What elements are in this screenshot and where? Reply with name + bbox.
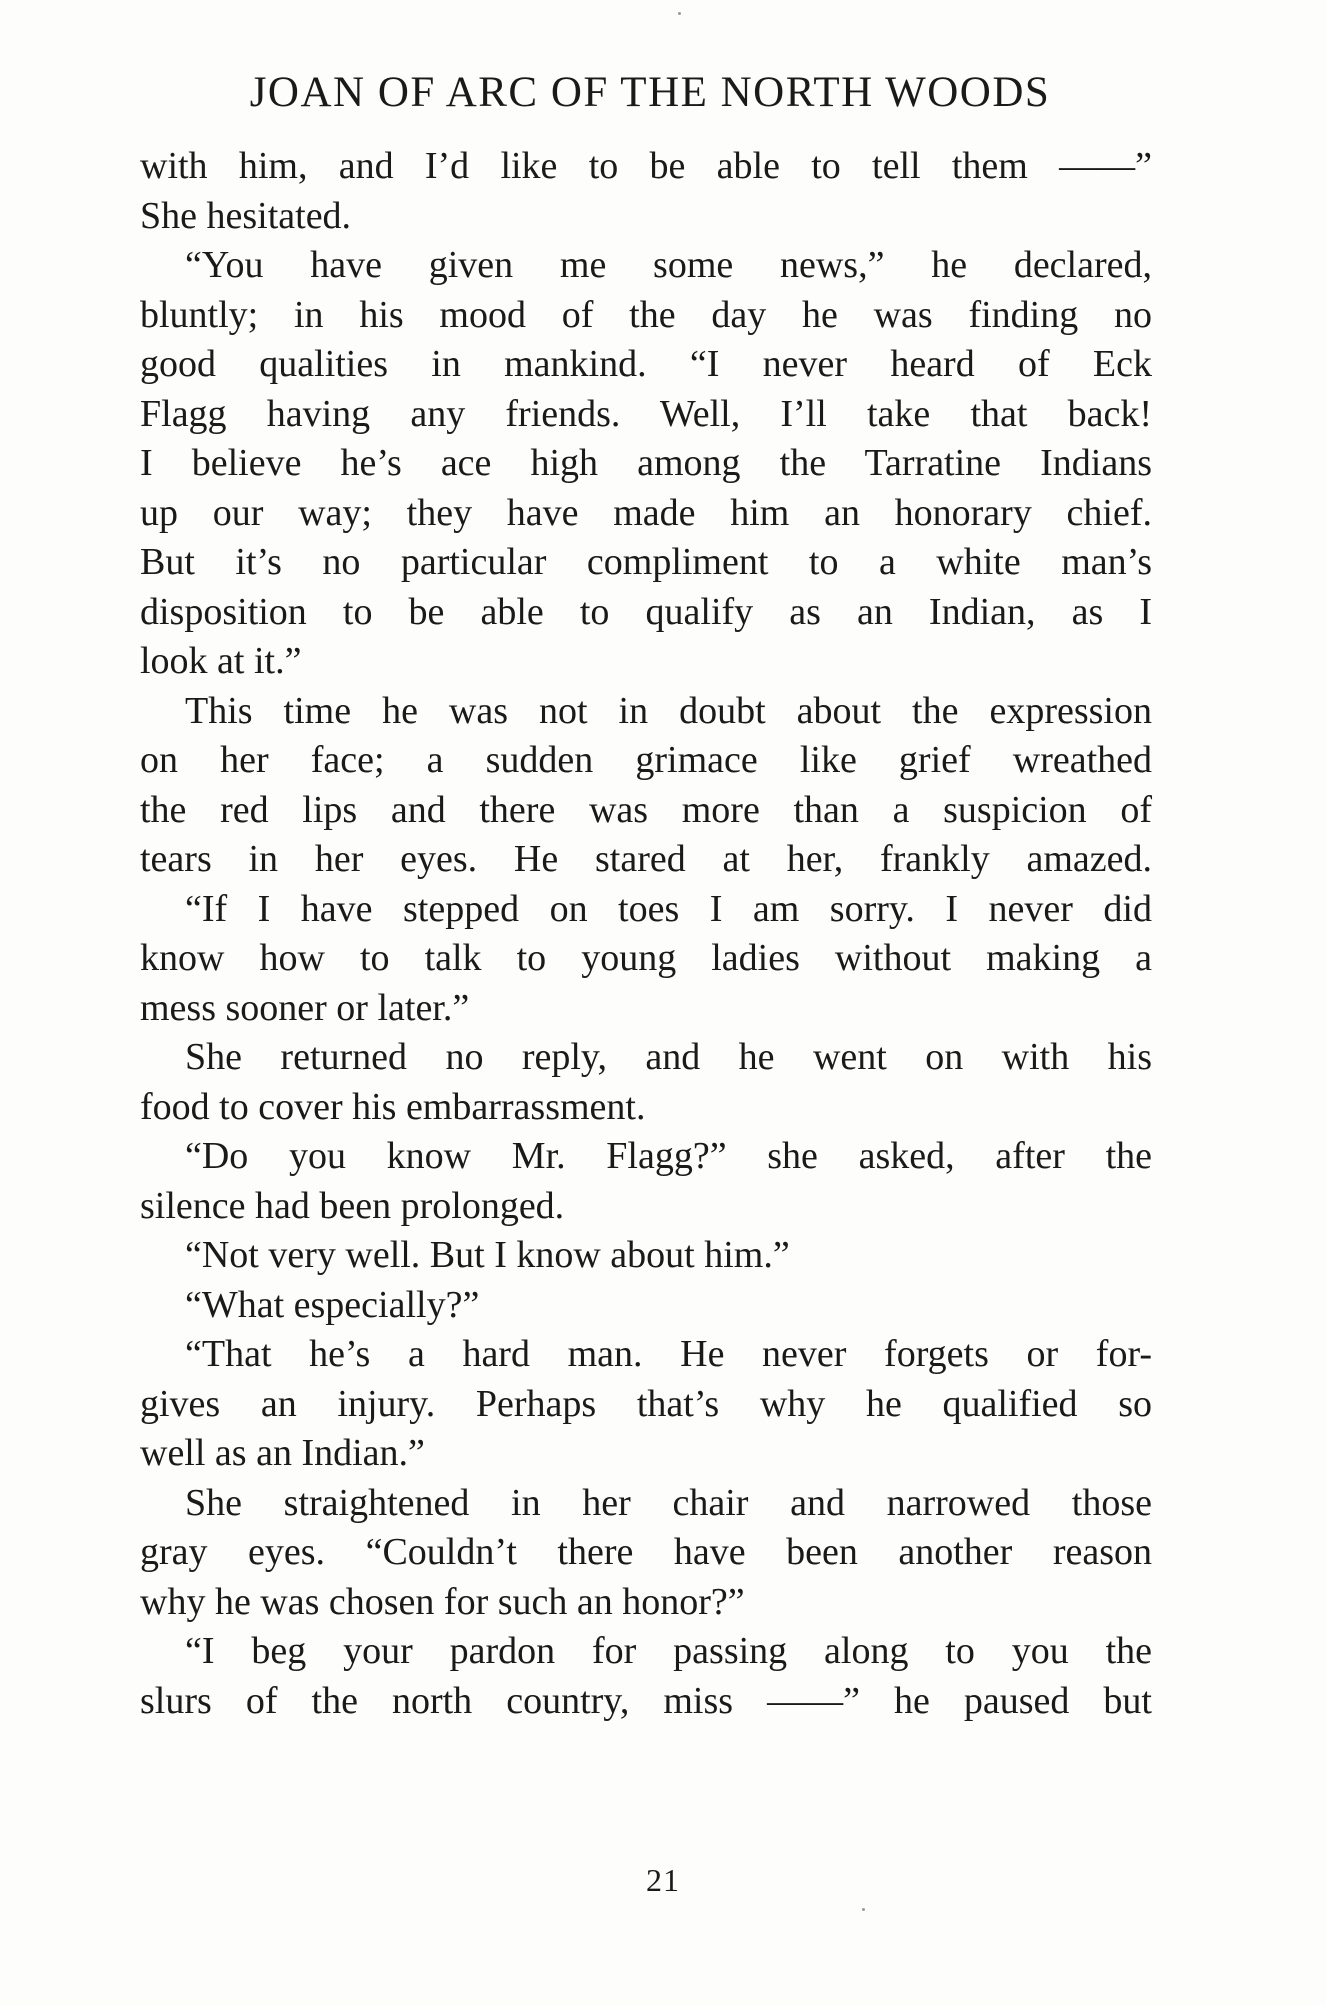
text-line: “I beg your pardon for passing along to you the	[185, 1630, 1152, 1672]
running-head: JOAN OF ARC OF THE NORTH WOODS	[249, 69, 1051, 116]
text-line: This time he was not in doubt about the expression	[185, 689, 1152, 732]
text-line: on her face; a sudden grimace like grief wreathed	[140, 739, 1152, 781]
text-line: She hesitated.	[140, 194, 352, 237]
body-text	[140, 142, 1152, 1726]
text-line: look at it.”	[140, 640, 302, 682]
paper-speck	[862, 1908, 865, 1911]
text-line: with him, and I’d like to be able to tell them ——”	[140, 145, 1152, 187]
text-line: why he was chosen for such an honor?”	[140, 1580, 745, 1623]
text-line: But it’s no particular compliment to a white man’s	[140, 541, 1152, 583]
text-line: food to cover his embarrassment.	[140, 1085, 646, 1128]
page-number: 21	[646, 1862, 680, 1898]
text-line: “You have given me some news,” he declared,	[185, 244, 1152, 286]
text-line: well as an Indian.”	[140, 1432, 425, 1474]
text-line: mess sooner or later.”	[140, 986, 470, 1029]
text-line: up our way; they have made him an honorary chief.	[140, 491, 1152, 534]
text-line: slurs of the north country, miss ——” he paused but	[140, 1679, 1152, 1722]
text-line: I believe he’s ace high among the Tarratine Indians	[140, 442, 1152, 484]
text-line: gives an injury. Perhaps that’s why he qualified so	[140, 1382, 1152, 1425]
paper-speck	[678, 12, 681, 15]
text-line: gray eyes. “Couldn’t there have been another reason	[140, 1531, 1152, 1573]
text-line: know how to talk to young ladies without making a	[140, 937, 1152, 979]
text-line: the red lips and there was more than a suspicion of	[140, 788, 1152, 831]
text-line: disposition to be able to qualify as an Indian, as I	[140, 590, 1152, 633]
text-line: “Do you know Mr. Flagg?” she asked, after the	[185, 1135, 1152, 1177]
text-line: silence had been prolonged.	[140, 1184, 565, 1227]
text-line: good qualities in mankind. “I never heard of Eck	[140, 343, 1152, 385]
text-line: “Not very well. But I know about him.”	[185, 1234, 790, 1276]
text-line: “What especially?”	[185, 1283, 480, 1326]
text-line: Flagg having any friends. Well, I’ll take that back!	[140, 392, 1152, 435]
text-line: “If I have stepped on toes I am sorry. I never did	[185, 887, 1152, 930]
text-line: tears in her eyes. He stared at her, frankly amazed.	[140, 838, 1152, 880]
text-line: “That he’s a hard man. He never forgets or for-	[185, 1333, 1152, 1375]
text-line: She returned no reply, and he went on with his	[185, 1036, 1152, 1078]
text-line: She straightened in her chair and narrowed those	[185, 1481, 1152, 1524]
text-line: bluntly; in his mood of the day he was finding no	[140, 293, 1152, 336]
